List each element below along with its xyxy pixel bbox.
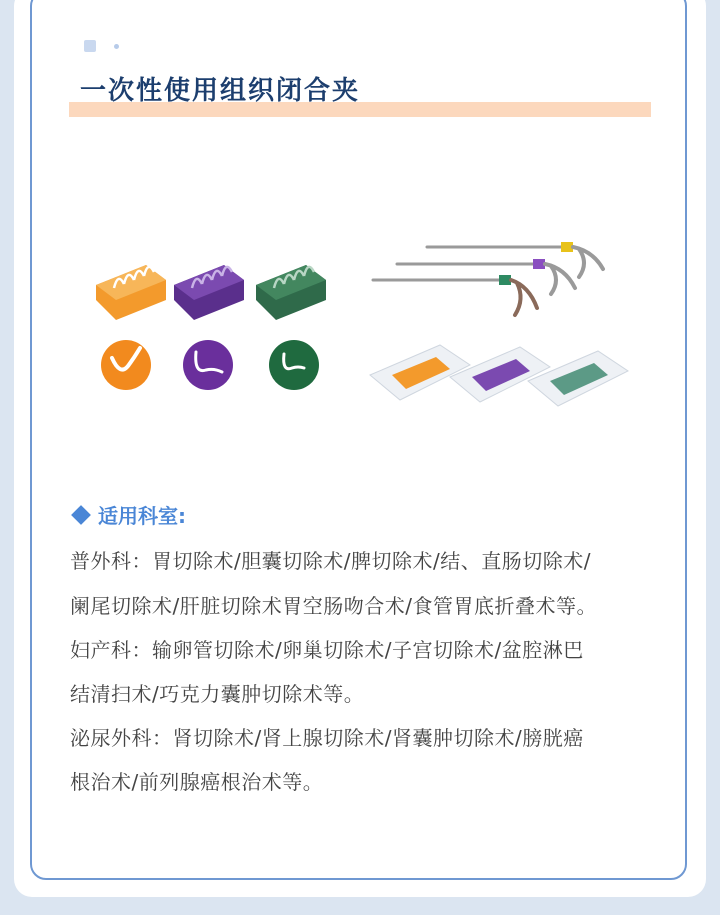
orange-clip-badge bbox=[101, 340, 151, 390]
purple-clip-badge bbox=[183, 340, 233, 390]
diamond-icon bbox=[71, 505, 91, 525]
clip-cartridges-image bbox=[86, 240, 336, 400]
decorative-dots bbox=[84, 40, 119, 52]
department-line: 结清扫术/巧克力囊肿切除术等。 bbox=[70, 682, 365, 706]
applicators-packaging-image bbox=[365, 235, 630, 430]
green-clip-badge bbox=[269, 340, 319, 390]
purple-clip-cartridge bbox=[174, 265, 244, 320]
department-line: 普外科：胃切除术/胆囊切除术/脾切除术/结、直肠切除术/ bbox=[70, 549, 591, 573]
decorative-square bbox=[84, 40, 96, 52]
department-line: 阑尾切除术/肝脏切除术胃空肠吻合术/食管胃底折叠术等。 bbox=[70, 594, 597, 618]
section-heading-label: 适用科室: bbox=[98, 504, 186, 528]
department-line: 泌尿外科：肾切除术/肾上腺切除术/肾囊肿切除术/膀胱癌 bbox=[70, 726, 584, 750]
department-line: 妇产科：输卵管切除术/卵巢切除术/子宫切除术/盆腔淋巴 bbox=[70, 638, 584, 662]
clip-applicator-instruments bbox=[373, 242, 603, 315]
packaged-cartridges bbox=[370, 345, 628, 406]
green-clip-cartridge bbox=[256, 265, 326, 320]
page-title: 一次性使用组织闭合夹 bbox=[80, 76, 361, 106]
decorative-dot bbox=[114, 44, 119, 49]
section-heading bbox=[70, 500, 186, 529]
department-line: 根治术/前列腺癌根治术等。 bbox=[70, 770, 324, 794]
orange-clip-cartridge bbox=[96, 265, 166, 320]
